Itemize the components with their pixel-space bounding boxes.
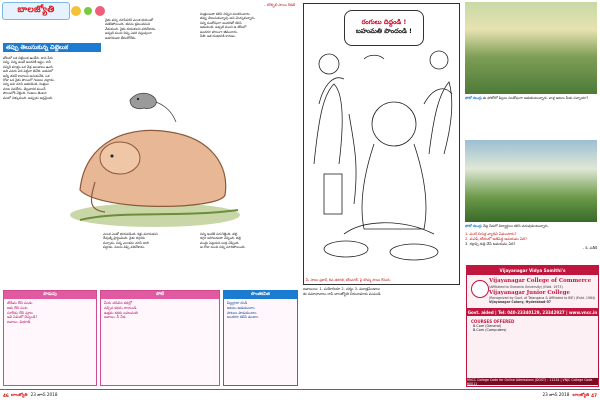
text-line: తోటలో ఒక చిట్టెలుక ఉండేది. దాని పేరు <box>3 56 53 60</box>
photo1-caption-label: ఫోటో కబుర్లు <box>465 96 482 100</box>
contest-box-title: పోటీ <box>101 291 219 299</box>
coloring-title <box>344 10 424 46</box>
story-bottom-column-2 <box>200 232 296 250</box>
footer-brand: బాలజ్యోతి <box>10 391 28 397</box>
riddle-line: తొడిమ లేని పండు <box>7 301 33 305</box>
quiz-answer-line: ఈ సమాధానాలు రాసి బాలజ్యోతి చిరునామాకు పంపండి. <box>303 291 382 296</box>
quiz-question: 1. పంటి చిగుళ్ల వ్యాధిని ఏమంటారు? <box>465 232 517 236</box>
photo1-caption <box>465 96 597 100</box>
contest-line: మీరు చదివిన కథల్లో <box>104 301 132 305</box>
quiz-question: 2. మనిషి శరీరంలో అతిపెద్ద అవయవం ఏది? <box>465 236 527 241</box>
riddle-line: ఇవి ఏమిటో చెప్పండి? <box>7 315 38 320</box>
contest-line: నచ్చిన కథను రాయండి. <box>104 305 138 310</box>
story-byline: – బొబ్బిలి సాయి కిరణ్ <box>263 3 295 7</box>
text-line: చిన్ని సంతోషంగా అందరితో కలిసి <box>200 20 242 25</box>
coloring-credit: పే. సాయి ప్రకాశ్, 6వ తరగతి, కరీంనగర్. పై బొమ్మ సాయి గీసింది. <box>306 277 391 282</box>
text-line: ఎలుక ఎంతో భయపడింది. కళ్లు మూసుకుని <box>103 232 158 236</box>
page-number: 46 <box>3 392 9 398</box>
quiz-question: 3. రక్తాన్ని శుద్ధి చేసే అవయవం ఏది? <box>465 241 516 246</box>
text-line: మాట వినలేదు. తెల్లవారక ముందే <box>3 86 46 91</box>
contest-box <box>100 290 220 386</box>
right-page <box>300 0 600 400</box>
doodle-illustration <box>70 4 110 18</box>
text-line: దగ్గర జరిగిందంతా చెప్పింది. తల్లి <box>200 236 241 241</box>
ad-organization: Vijayanagar Vidya Samithi's <box>467 266 598 275</box>
text-line: అన్నీ తనకే కావాలని అనుకునేది. ఒక <box>3 73 50 78</box>
ad-affiliation: (Affiliated to Osmania University) (Estd. 1973) <box>489 284 563 289</box>
photo-children-playing <box>465 2 597 94</box>
left-footer <box>0 389 300 400</box>
riddle-line: ఆకు లేని పంట <box>7 305 28 310</box>
text-line: చిన్ని. చిన్ని అంటే అందరికీ ఇష్టం. కానీ <box>3 60 51 65</box>
photo-students-outdoor <box>465 140 597 222</box>
riddle-box-body <box>4 299 96 327</box>
text-line: ఆడుకుంది. అప్పటి నుంచి ఆ తోటలో <box>200 25 247 30</box>
footer-date: 23 జూన్ 2018 <box>30 391 58 397</box>
college-advertisement <box>466 265 599 387</box>
contest-box-body <box>101 299 219 322</box>
ad-junior-college: Vijayanagar Junior College <box>489 289 570 296</box>
footer-date: 23 జూన్ 2018 <box>542 391 570 397</box>
text-line: వణికిపోయింది. తనను క్షమించమని <box>105 22 151 27</box>
photo2-caption <box>465 224 597 228</box>
story-column-2 <box>105 18 197 40</box>
coloring-box <box>303 3 460 285</box>
riddle-line: సూరీడు లేని పూట <box>7 310 33 315</box>
text-line: అది ఎవరు ఏది పెట్టినా తినేది. అడవిలో <box>3 69 54 74</box>
text-line: రైతు వచ్చి చూసేసరికి ఎలుక భయంతో <box>105 18 154 22</box>
poem-line: ఆటలు ఆడుకుందాం <box>227 305 255 310</box>
text-line: అందరూ హాయిగా జీవించారు. <box>200 29 238 34</box>
ad-course: B.Com (General) <box>473 324 502 329</box>
text-line: చిన్ని ఇంటికి పరుగెత్తింది. తల్లి <box>200 232 238 236</box>
story-column-3 <box>200 12 296 38</box>
text-line: రోజు ఒక రైతు పొలంలో గింజలు చల్లాడు. <box>3 78 55 83</box>
text-line: తప్పు తెలుసుకున్నావు అని మెచ్చుకున్నారు. <box>200 16 256 21</box>
page-number: 47 <box>591 392 597 398</box>
text-line: చిన్ని అవి చూసి ఆశపడింది. మిత్రుల <box>3 82 49 87</box>
text-line: ముద్దు పెట్టుకుని బుద్ధి చెప్పింది. <box>200 240 240 245</box>
text-line: నీతి: ఆశ దుఃఖానికి కారణం. <box>200 34 236 39</box>
photo1-caption-text: ఈ ఫోటోలో పిల్లలు సంతోషంగా ఆడుకుంటున్నారు. వాళ్ల ఆటలు మీకు నచ్చాయా? <box>482 96 589 100</box>
ad-course: B.Com (Computers) <box>473 328 507 333</box>
college-emblem-icon <box>471 280 489 298</box>
ad-courses-title: COURSES OFFERED <box>471 319 515 325</box>
poem-box-body <box>224 299 297 322</box>
poem-line: పాటలు పాడుకుందాం <box>227 310 257 315</box>
text-line: చిన్నికి మాత్రం ఒక చెడ్డ అలవాటు ఉంది. <box>3 64 54 69</box>
text-line: ఆ రోజు నుంచి చిన్ని మారిపోయింది. <box>200 245 246 250</box>
story-title: తప్పు తెలుసుకున్న చిట్టెలుక <box>3 43 101 52</box>
poem-box-title: సొంతకవిత <box>224 291 297 299</box>
poem-line: అందరూ కలిసి ఉందాం <box>227 315 259 320</box>
text-line: పొలంలోకి వెళ్లింది. గింజలు తింటూ <box>3 91 47 96</box>
text-line: అడగకుండా తీసుకోలేదు. <box>105 35 137 40</box>
coloring-title-line-1: రంగులు దిద్దండి ! <box>361 18 407 26</box>
quiz-answers <box>303 287 461 297</box>
footer-brand: బాలజ్యోతి <box>572 391 590 397</box>
right-footer <box>300 389 600 400</box>
ad-address: Vijayanagar Colony, Hyderabad-57 <box>489 300 552 305</box>
quiz-answer-line: జవాబులు: 1. పయోరియా 2. చర్మం 3. మూత్రపిండాలు <box>303 287 381 291</box>
contest-line: జవాబు: నీ నీడ <box>104 315 126 320</box>
quiz-author: – కె. సతీశ్ <box>582 246 597 251</box>
photo2-caption-label: ఫోటో కబుర్లు <box>465 224 482 228</box>
text-line: పడ్డాడు. వలను విప్పి వదిలేశాడు. <box>103 245 146 250</box>
poem-line: పిల్లల్లారా రండి <box>227 301 247 305</box>
text-line: వచ్చాడు. చిన్న ఎలుకను చూసి జాలి <box>103 240 149 245</box>
poem-box <box>223 290 298 386</box>
text-line: వలలో చిక్కుకుంది. అప్పుడు అర్థమైంది. <box>3 95 53 100</box>
riddle-line: జవాబు: విభూతి <box>7 320 31 325</box>
text-line: అప్పటి నుంచి చిన్ని ఎవరి వస్తువులూ <box>105 31 152 36</box>
quiz-questions <box>465 232 597 251</box>
contest-line: ఉత్తమ కథకు బహుమతి <box>104 310 138 315</box>
ad-recognition: (Recognized by Govt. of Telangana & Affiliated to BIE) (Estd. 1984) <box>489 296 596 301</box>
photo2-caption-text: చెట్ల నీడలో విద్యార్థులు కలిసి చదువుకుంటున్నారు. <box>482 224 549 228</box>
riddle-box <box>3 290 97 386</box>
ad-college-commerce: Vijayanagar College of Commerce <box>489 278 592 284</box>
story-illustration <box>60 70 240 230</box>
ad-phone: Govt. aided | Tel: 040-23340129, 23342927 | www.vncc.in <box>467 309 598 315</box>
masthead-logo: బాలజ్యోతి <box>17 5 55 15</box>
masthead <box>2 2 70 20</box>
text-line: మిత్రులంతా కలిసి చిన్నిని పలకరించారు. <box>200 12 251 16</box>
coloring-title-line-2: బహుమతి పొందండి ! <box>356 27 412 35</box>
ad-admission-note: VNCC College Code for Online Admissions (DOST) : 11234 | VNJC College Code 60011 <box>467 378 598 385</box>
text-line: దేవుణ్ని ప్రార్థించింది. రైతు దగ్గరకు <box>103 236 145 241</box>
text-line: వేడుకుంది. రైతు దయతలచి వదిలేశాడు. <box>105 26 157 31</box>
riddle-box-title: పొడుపు <box>4 291 96 299</box>
story-bottom-column-1 <box>103 232 195 250</box>
